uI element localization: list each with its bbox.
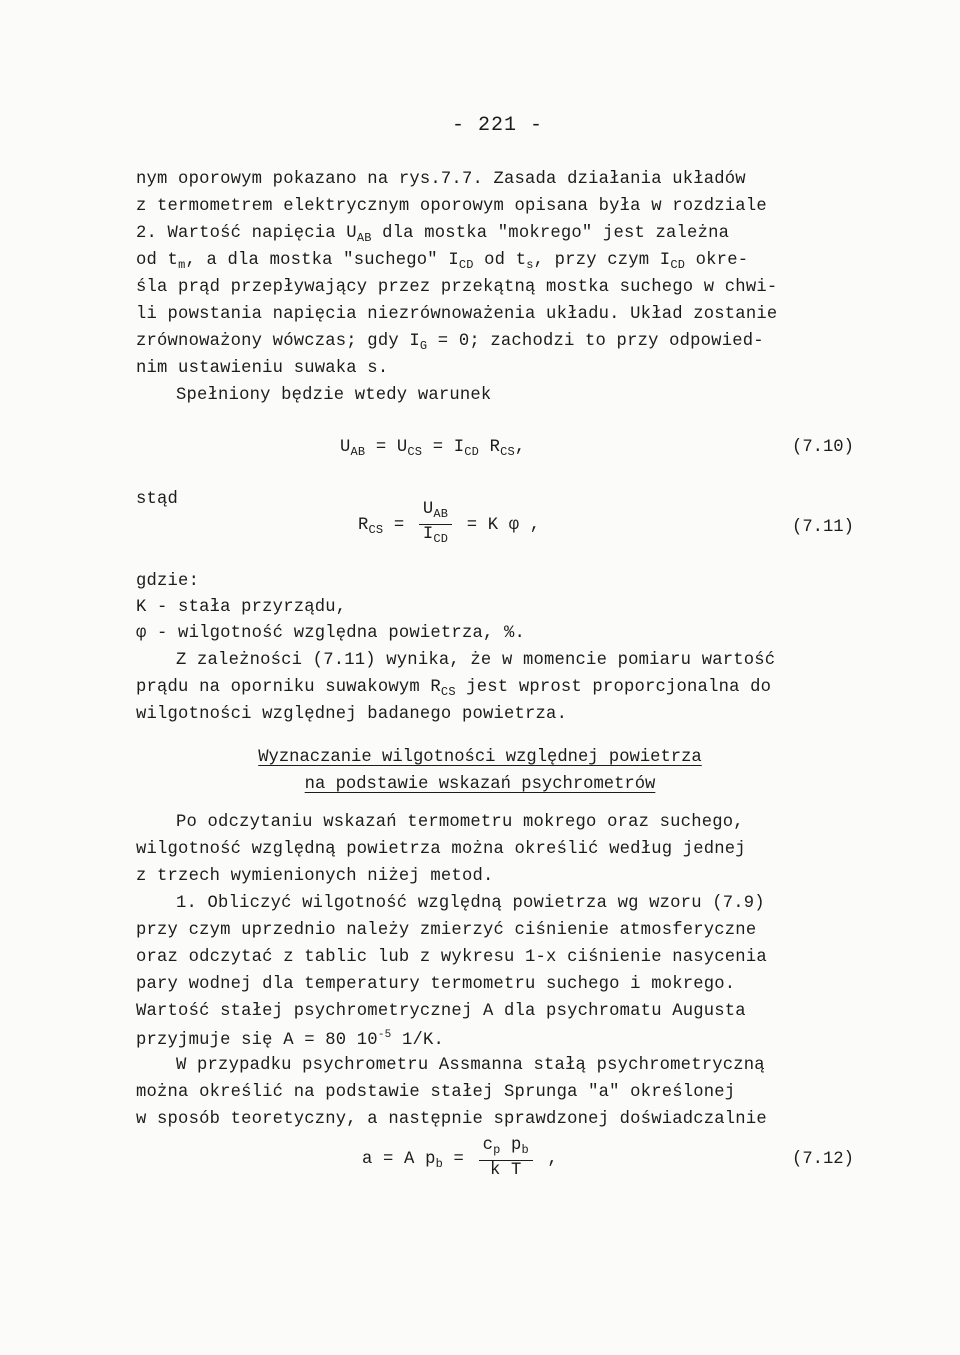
text-line: prądu na oporniku suwakowym $R_{CS}$ jest wprost proporcjonalna do [136, 678, 772, 699]
fraction: $\frac{c_p p_b}{\text{k T}}$ [479, 1136, 533, 1181]
page-number: - 221 - [452, 114, 544, 137]
definition-line: K - stała przyrządu, [136, 598, 347, 617]
equation-number: (7.10) [792, 438, 854, 457]
text-line: Z zależności (7.11) wynika, że w momencie pomiaru wartość [176, 651, 776, 670]
text-line: wilgotność względną powietrza można określić według jednej [136, 840, 746, 859]
text-line: nym oporowym pokazano na rys.7.7. Zasada działania układów [136, 170, 746, 189]
text-line: przy czym uprzednio należy zmierzyć ciśnienie atmosferyczne [136, 921, 757, 940]
text-line: Po odczytaniu wskazań termometru mokrego oraz suchego, [176, 813, 744, 832]
fraction: $\frac{U_{AB}}{I_{CD}}$ [419, 500, 452, 549]
text-line: gdzie: [136, 572, 200, 591]
text-line: wilgotności względnej badanego powietrza. [136, 705, 568, 724]
text-line: przyjmuje się A = 80 $10^{-5}$ 1/K. [136, 1029, 445, 1050]
equation-7-12: a = A $p_b$ = $\frac{c_p p_b}{\text{k T}}$ , [362, 1136, 558, 1180]
text-line: stąd [136, 490, 179, 509]
text-line: śla prąd przepływający przez przekątną mostka suchego w chwi- [136, 278, 778, 297]
section-heading: Wyznaczanie wilgotności względnej powietrza [258, 748, 702, 767]
equation-7-11: $R_{CS}$ = $\frac{U_{AB}}{I_{CD}}$ = K φ , [358, 500, 540, 549]
text-line: nim ustawieniu suwaka s. [136, 359, 389, 378]
text-line: zrównoważony wówczas; gdy $I_G = 0$; zachodzi to przy odpowied- [136, 332, 764, 353]
text-line: W przypadku psychrometru Assmanna stałą psychrometryczną [176, 1056, 765, 1075]
list-item: 1. Obliczyć wilgotność względną powietrza wg wzoru (7.9) [176, 894, 765, 913]
text-line: Wartość stałej psychrometrycznej A dla psychromatu Augusta [136, 1002, 746, 1021]
text-line: 2. Wartość napięcia $U_{AB}$ dla mostka "mokrego" jest zależna [136, 224, 730, 245]
equation-number: (7.11) [792, 518, 854, 537]
text-line: z trzech wymienionych niżej metod. [136, 867, 494, 886]
text-line: z termometrem elektrycznym oporowym opisana była w rozdziale [136, 197, 767, 216]
equation-number: (7.12) [792, 1150, 854, 1169]
equation-7-10: $U_{AB} = U_{CS} = I_{CD}$ $R_{CS}$, [340, 438, 526, 459]
text-line: można określić na podstawie stałej Sprunga "a" określonej [136, 1083, 736, 1102]
definition-line: φ - wilgotność względna powietrza, %. [136, 624, 526, 643]
section-heading: na podstawie wskazań psychrometrów [304, 775, 656, 794]
text-line: od $t_m$, a dla mostka "suchego" $I_{CD}$ od $t_s$, przy czym $I_{CD}$ okre- [136, 251, 749, 272]
text-line: oraz odczytać z tablic lub z wykresu 1-x ciśnienie nasycenia [136, 948, 767, 967]
text-line: w sposób teoretyczny, a następnie sprawdzonej doświadczalnie [136, 1110, 767, 1129]
text-line: Spełniony będzie wtedy warunek [176, 386, 492, 405]
text-line: li powstania napięcia niezrównoważenia układu. Układ zostanie [136, 305, 778, 324]
text-line: pary wodnej dla temperatury termometru suchego i mokrego. [136, 975, 736, 994]
